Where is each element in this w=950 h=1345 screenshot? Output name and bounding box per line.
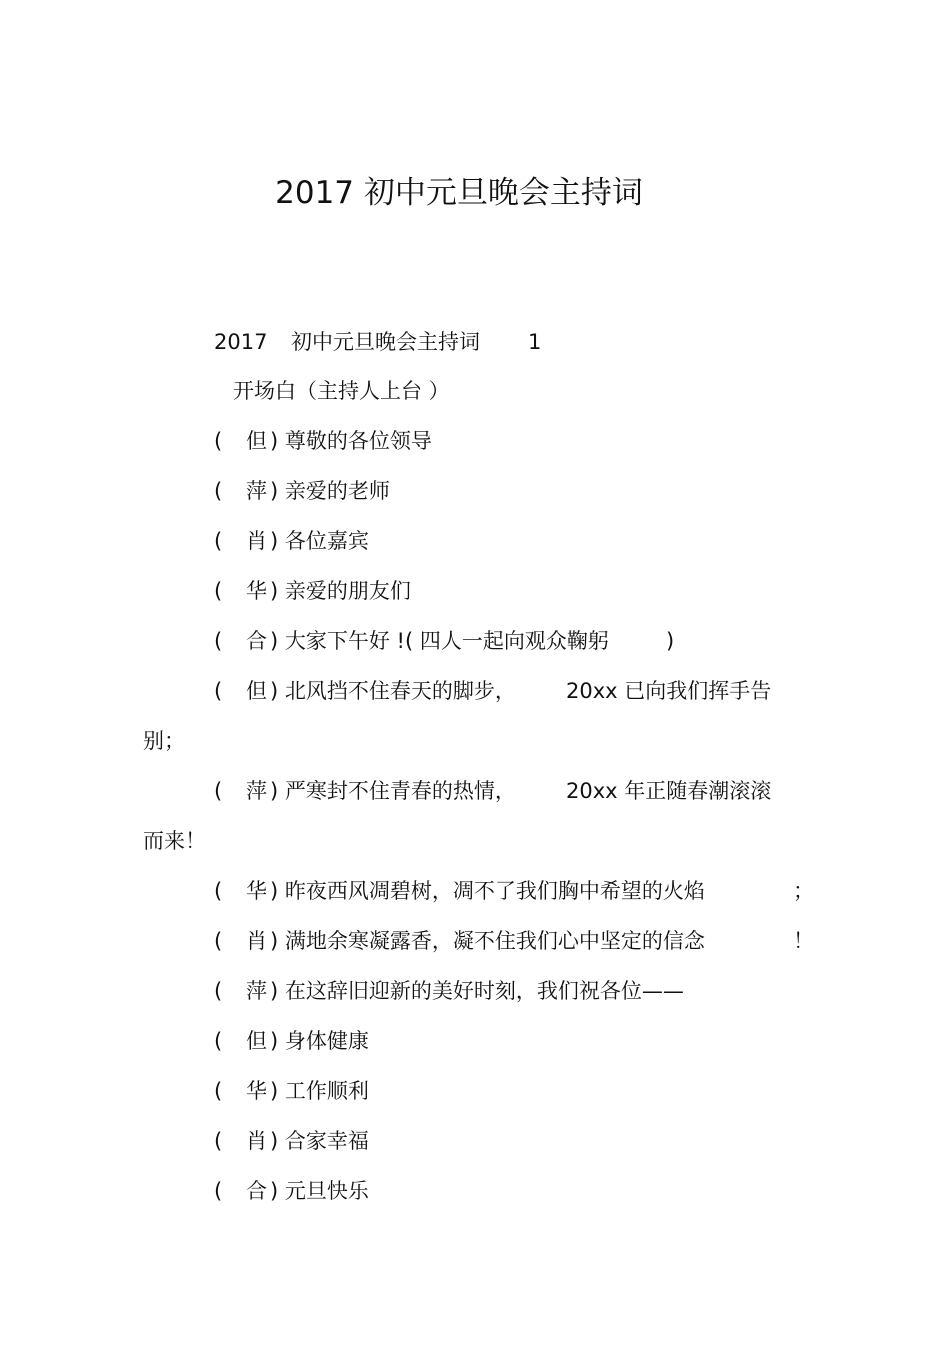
speaker-name: 合 (246, 629, 267, 653)
speech-text: ) 严寒封不住青春的热情， (270, 779, 516, 803)
document-title: 2017 初中元旦晚会主持词 (275, 175, 643, 211)
speech-tail: 20xx 年正随春潮滚滚 (566, 779, 772, 803)
paren-open: ( (214, 929, 223, 953)
paren-open: ( (214, 1029, 223, 1053)
speech-text: ) 亲爱的朋友们 (270, 579, 411, 603)
speech-tail: 20xx 已向我们挥手告 (566, 679, 772, 703)
section-heading-text: 初中元旦晚会主持词 (291, 330, 480, 354)
paren-open: ( (214, 479, 223, 503)
paren-open: ( (214, 1079, 223, 1103)
paren-open: ( (214, 629, 223, 653)
speaker-name: 但 (246, 429, 267, 453)
paren-open: ( (214, 1179, 223, 1203)
speaker-name: 萍 (246, 479, 267, 503)
speech-text: ) 合家幸福 (270, 1129, 369, 1153)
speech-text: ) 大家下午好 !( 四人一起向观众鞠躬 (270, 629, 609, 653)
speaker-name: 萍 (246, 979, 267, 1003)
speech-text: ) 北风挡不住春天的脚步， (270, 679, 516, 703)
speech-tail: ； (793, 879, 814, 903)
paren-open: ( (214, 1129, 223, 1153)
speech-text: ) 身体健康 (270, 1029, 369, 1053)
speech-tail: ！ (793, 929, 814, 953)
speaker-name: 华 (246, 1079, 267, 1103)
speech-continuation: 而来！ (143, 829, 206, 853)
speech-text: ) 尊敬的各位领导 (270, 429, 432, 453)
speaker-name: 合 (246, 1179, 267, 1203)
paren-open: ( (214, 879, 223, 903)
speech-text: ) 昨夜西风凋碧树，凋不了我们胸中希望的火焰 (270, 879, 705, 903)
paren-open: ( (214, 779, 223, 803)
speech-text: ) 元旦快乐 (270, 1179, 369, 1203)
paren-open: ( (214, 529, 223, 553)
speaker-name: 华 (246, 879, 267, 903)
paren-open: ( (214, 579, 223, 603)
speech-text: ) 亲爱的老师 (270, 479, 390, 503)
paren-open: ( (214, 679, 223, 703)
speech-text: ) 满地余寒凝露香，凝不住我们心中坚定的信念 (270, 929, 705, 953)
section-heading-year: 2017 (214, 330, 268, 354)
paren-open: ( (214, 429, 223, 453)
speech-text: ) 工作顺利 (270, 1079, 369, 1103)
speech-text: ) 各位嘉宾 (270, 529, 369, 553)
speech-continuation: 别； (143, 729, 185, 753)
paren-open: ( (214, 979, 223, 1003)
opening-line: 开场白（主持人上台 ） (233, 379, 450, 403)
speech-tail: ) (666, 629, 675, 653)
speaker-name: 萍 (246, 779, 267, 803)
speaker-name: 肖 (246, 929, 267, 953)
speaker-name: 肖 (246, 1129, 267, 1153)
speaker-name: 肖 (246, 529, 267, 553)
speaker-name: 华 (246, 579, 267, 603)
speaker-name: 但 (246, 1029, 267, 1053)
speech-text: ) 在这辞旧迎新的美好时刻，我们祝各位—— (270, 979, 684, 1003)
speaker-name: 但 (246, 679, 267, 703)
section-heading-number: 1 (528, 330, 542, 354)
